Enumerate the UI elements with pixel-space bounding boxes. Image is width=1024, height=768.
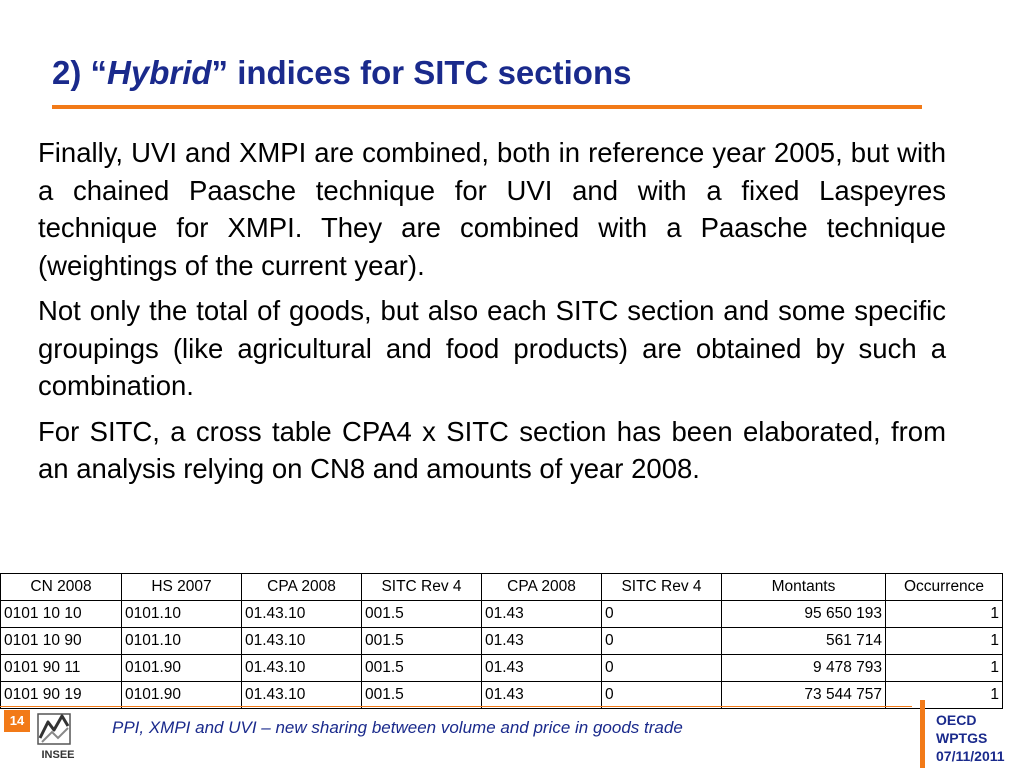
column-header: CN 2008 xyxy=(1,574,122,601)
table-header-row xyxy=(1,574,1003,601)
org-label: OECD xyxy=(936,712,977,728)
logo-text: INSEE xyxy=(41,749,75,761)
title-prefix: 2) “ xyxy=(52,54,108,91)
title-suffix: ” indices for SITC sections xyxy=(211,54,632,91)
table-row xyxy=(1,601,1003,628)
column-header: CPA 2008 xyxy=(482,574,602,601)
table-cell: 01.43 xyxy=(482,628,602,655)
footer-divider xyxy=(0,706,912,707)
table-cell: 01.43.10 xyxy=(242,628,362,655)
table-row xyxy=(1,682,1003,709)
table-cell: 0 xyxy=(602,682,722,709)
group-label: WPTGS xyxy=(936,730,988,746)
column-header: SITC Rev 4 xyxy=(602,574,722,601)
table-cell: 561 714 xyxy=(722,628,886,655)
table-cell: 01.43.10 xyxy=(242,601,362,628)
table-cell: 1 xyxy=(886,601,1003,628)
table-cell: 01.43 xyxy=(482,601,602,628)
table-cell: 01.43 xyxy=(482,655,602,682)
table-cell: 0101.90 xyxy=(122,655,242,682)
footer-caption: PPI, XMPI and UVI – new sharing between volume and price in goods trade xyxy=(112,718,683,737)
table-cell: 1 xyxy=(886,655,1003,682)
table-cell: 0101.10 xyxy=(122,628,242,655)
table-cell: 1 xyxy=(886,628,1003,655)
column-header: Occurrence xyxy=(886,574,1003,601)
correspondence-table xyxy=(0,573,1003,709)
table-cell: 0 xyxy=(602,655,722,682)
column-header: CPA 2008 xyxy=(242,574,362,601)
table-cell: 0 xyxy=(602,628,722,655)
table-cell: 01.43 xyxy=(482,682,602,709)
insee-logo-icon xyxy=(32,708,84,762)
column-header: SITC Rev 4 xyxy=(362,574,482,601)
table-cell: 95 650 193 xyxy=(722,601,886,628)
page-number: 14 xyxy=(4,710,30,732)
table-cell: 001.5 xyxy=(362,628,482,655)
slide-title xyxy=(52,54,631,92)
paragraph: For SITC, a cross table CPA4 x SITC section has been elaborated, from an analysis relying on CN8 and amounts of year 2008. xyxy=(38,415,946,484)
table-row xyxy=(1,655,1003,682)
table-cell: 0101 90 11 xyxy=(1,655,122,682)
title-italic: Hybrid xyxy=(107,54,212,91)
title-underline xyxy=(52,105,922,109)
table-cell: 0101 10 10 xyxy=(1,601,122,628)
table-cell: 0101 90 19 xyxy=(1,682,122,709)
table-cell: 73 544 757 xyxy=(722,682,886,709)
date-label: 07/11/2011 xyxy=(936,748,1005,764)
table-cell: 001.5 xyxy=(362,655,482,682)
footer-side-bar xyxy=(920,700,925,768)
table-cell: 01.43.10 xyxy=(242,682,362,709)
paragraph: Finally, UVI and XMPI are combined, both in reference year 2005, but with a chained Paasche technique for UVI and with a fixed Laspeyres technique for XMPI. They are combined with a Paasche technique (weightings of the current year). xyxy=(38,137,946,281)
table-cell: 0101 10 90 xyxy=(1,628,122,655)
table-cell: 0101.90 xyxy=(122,682,242,709)
table-cell: 0101.10 xyxy=(122,601,242,628)
table-row xyxy=(1,628,1003,655)
table-cell: 001.5 xyxy=(362,601,482,628)
column-header: Montants xyxy=(722,574,886,601)
table-cell: 0 xyxy=(602,601,722,628)
table-cell: 9 478 793 xyxy=(722,655,886,682)
meeting-info xyxy=(936,711,1005,765)
table-cell: 001.5 xyxy=(362,682,482,709)
column-header: HS 2007 xyxy=(122,574,242,601)
table-cell: 1 xyxy=(886,682,1003,709)
slide-body xyxy=(38,134,946,496)
table-cell: 01.43.10 xyxy=(242,655,362,682)
paragraph: Not only the total of goods, but also each SITC section and some specific groupings (like agricultural and food products) are obtained by such a combination. xyxy=(38,295,946,401)
